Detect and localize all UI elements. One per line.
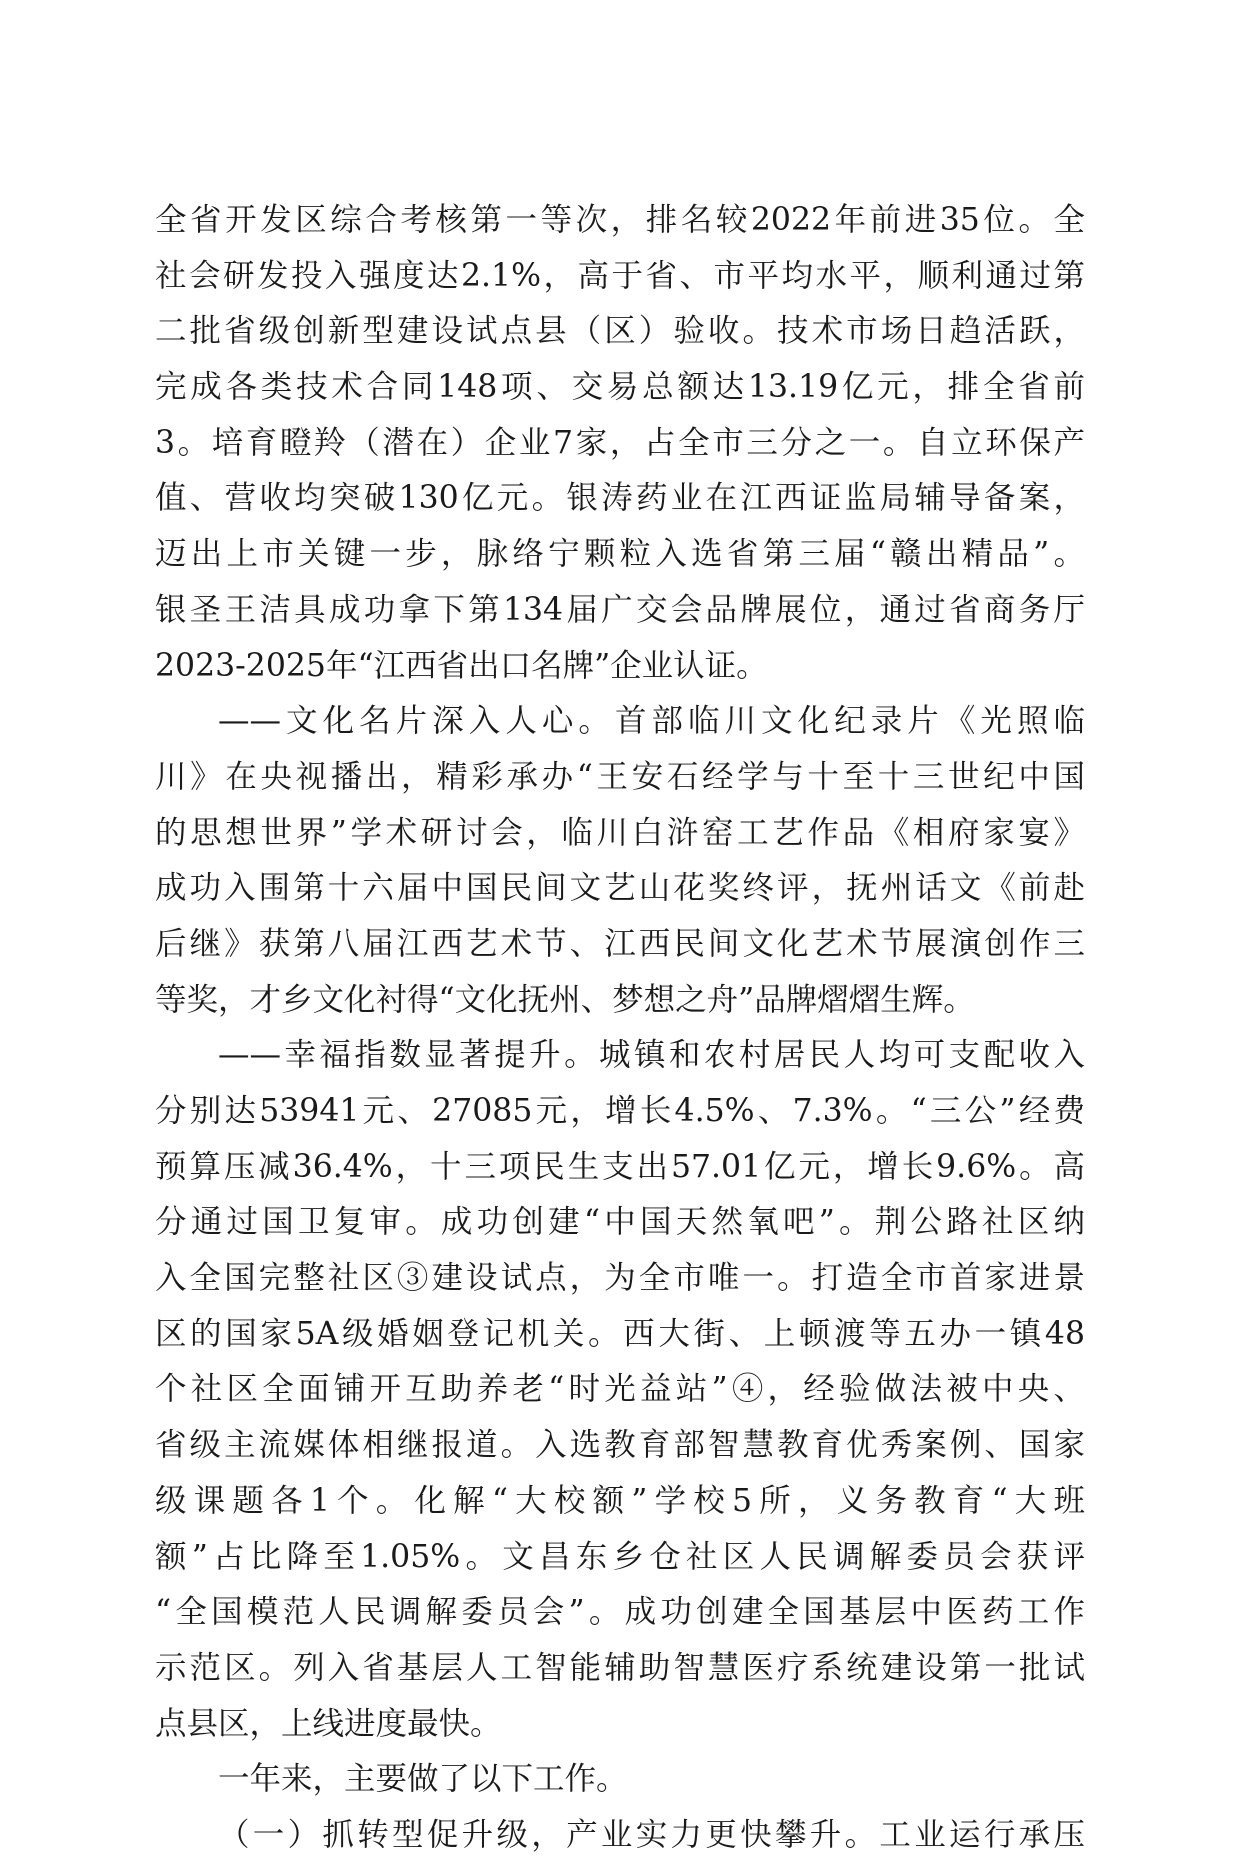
text-line: ——文化名片深入人心。首部临川文化纪录片《光照临 [218,703,1085,740]
text-line: 分通过国卫复审。成功创建“中国天然氧吧”。荆公路社区纳 [155,1204,1085,1241]
text-line: “全国模范人民调解委员会”。成功创建全国基层中医药工作 [155,1594,1085,1631]
document-body [155,193,1085,1864]
text-line: 级课题各1个。化解“大校额”学校5所，义务教育“大班 [155,1482,1085,1519]
text-line: 省级主流媒体相继报道。入选教育部智慧教育优秀案例、国家 [155,1427,1085,1464]
text-line: 二批省级创新型建设试点县（区）验收。技术市场日趋活跃， [155,313,1085,350]
text-line: ——幸福指数显著提升。城镇和农村居民人均可支配收入 [218,1037,1085,1074]
text-line: 全省开发区综合考核第一等次，排名较2022年前进35位。全 [155,202,1085,238]
text-line: 点县区，上线进度最快。 [155,1705,502,1742]
text-line: 完成各类技术合同148项、交易总额达13.19亿元，排全省前 [155,369,1085,406]
text-line: 区的国家5A级婚姻登记机关。西大街、上顿渡等五办一镇48 [155,1315,1085,1352]
text-line: 一年来，主要做了以下工作。 [218,1761,628,1798]
text-line: 等奖，才乡文化衬得“文化抚州、梦想之舟”品牌熠熠生辉。 [155,981,975,1018]
text-line: 个社区全面铺开互助养老“时光益站”④，经验做法被中央、 [155,1371,1085,1408]
text-line: 社会研发投入强度达2.1%，高于省、市平均水平，顺利通过第 [155,257,1085,294]
text-line: 分别达53941元、27085元，增长4.5%、7.3%。“三公”经费 [155,1093,1085,1129]
text-line: 预算压减36.4%，十三项民生支出57.01亿元，增长9.6%。高 [155,1148,1085,1185]
text-line: 示范区。列入省基层人工智能辅助智慧医疗系统建设第一批试 [155,1649,1085,1686]
text-line: 入全国完整社区③建设试点，为全市唯一。打造全市首家进景 [155,1260,1085,1297]
text-line: 额”占比降至1.05%。文昌东乡仓社区人民调解委员会获评 [155,1538,1085,1575]
text-line: 迈出上市关键一步，脉络宁颗粒入选省第三届“赣出精品”。 [155,536,1085,573]
text-line: 川》在央视播出，精彩承办“王安石经学与十至十三世纪中国 [155,758,1085,795]
text-line: 的思想世界”学术研讨会，临川白浒窑工艺作品《相府家宴》 [155,814,1085,851]
text-line: 3。培育瞪羚（潜在）企业7家，占全市三分之一。自立环保产 [155,424,1085,461]
text-line: 值、营收均突破130亿元。银涛药业在江西证监局辅导备案， [155,480,1085,517]
text-line: 银圣王洁具成功拿下第134届广交会品牌展位，通过省商务厅 [155,591,1085,628]
text-line: 2023-2025年“江西省出口名牌”企业认证。 [155,647,768,684]
text-line: 后继》获第八届江西艺术节、江西民间文化艺术节展演创作三 [155,925,1085,962]
text-line: 成功入围第十六届中国民间文艺山花奖终评，抚州话文《前赴 [155,870,1085,907]
section-heading-line: （一）抓转型促升级，产业实力更快攀升。工业运行承压 [218,1816,1085,1853]
